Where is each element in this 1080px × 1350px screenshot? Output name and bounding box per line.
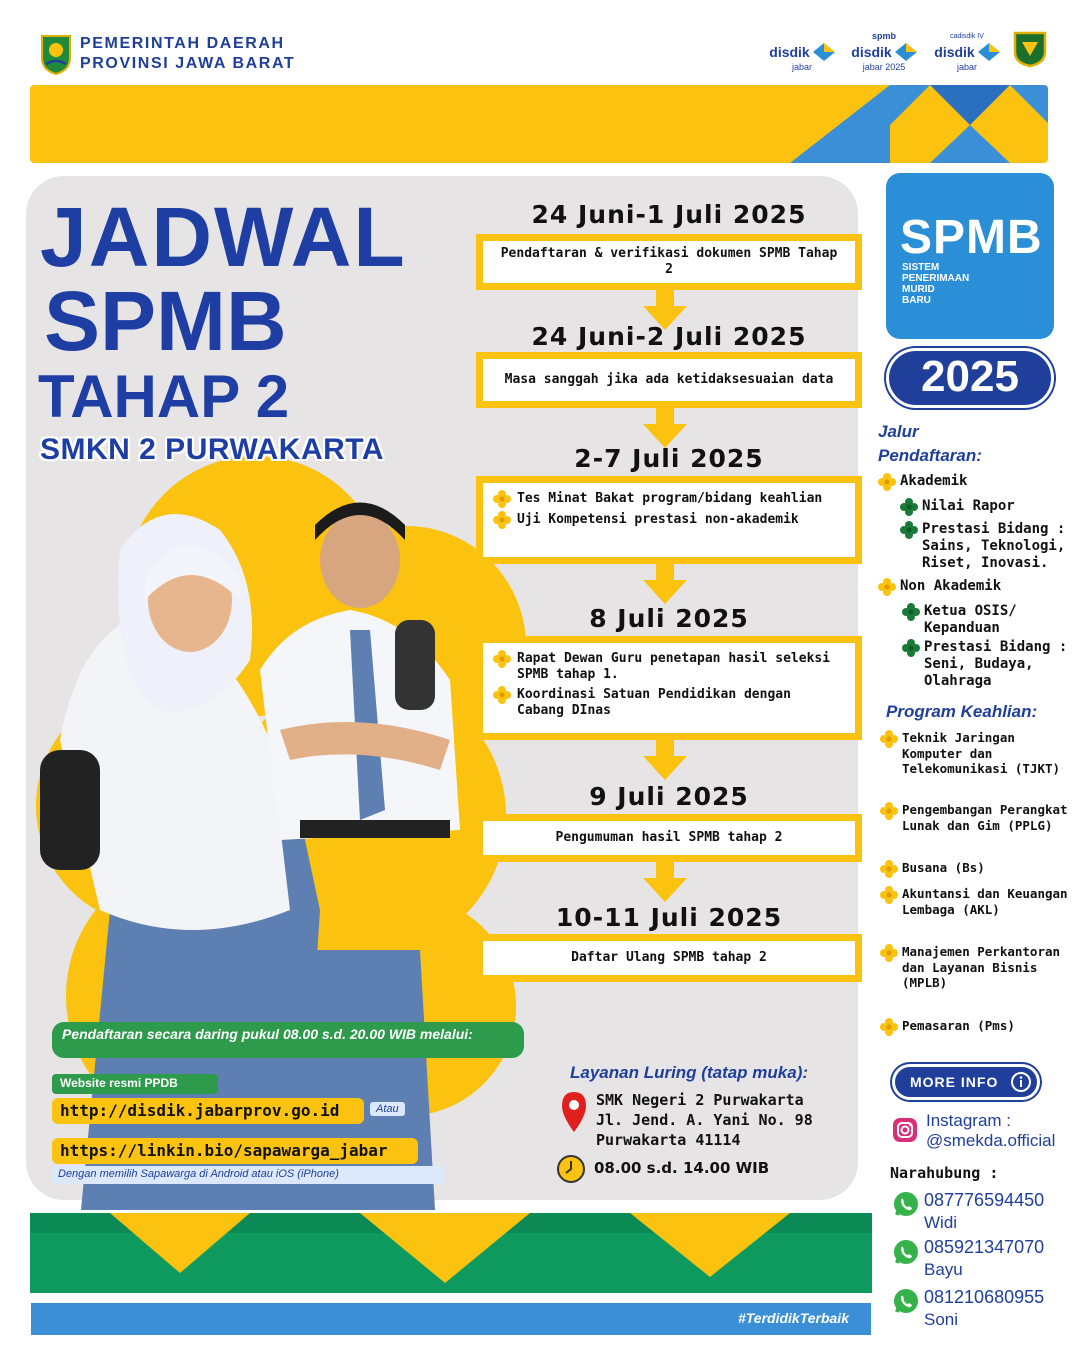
down-arrow-icon: [643, 862, 687, 902]
list-item: Akuntansi dan Keuangan Lembaga (AKL): [880, 886, 1076, 944]
title-line3: TAHAP 2: [38, 363, 290, 430]
timeline-box-1: Pendaftaran & verifikasi dokumen SPMB Tahap 2: [476, 234, 862, 290]
contact-name-1: Widi: [924, 1213, 958, 1232]
green-flower-bullet-icon: [902, 639, 920, 657]
flower-bullet-icon: [880, 886, 898, 904]
timeline-date-1: 24 Juni-1 Juli 2025: [531, 200, 807, 229]
online-registration-text: Pendaftaran secara daring pukul 08.00 s.d. 20.00 WIB melalui:: [62, 1026, 473, 1042]
atau-label: Atau: [370, 1102, 405, 1116]
jalur-akademik-item: Prestasi Bidang : Sains, Teknologi, Riset, Inovasi.: [900, 521, 1072, 572]
title-line2: SPMB: [44, 274, 287, 368]
instagram-label: Instagram :: [926, 1111, 1012, 1130]
narahubung-heading: Narahubung :: [890, 1164, 999, 1182]
jalur-heading-1: Jalur: [878, 422, 919, 441]
list-item: Teknik Jaringan Komputer dan Telekomunikasi (TJKT): [880, 730, 1076, 802]
triangle-pattern-icon: [30, 1213, 872, 1293]
timeline-date-3: 2-7 Juli 2025: [574, 444, 764, 473]
green-flower-bullet-icon: [900, 521, 918, 539]
flower-bullet-icon: [878, 578, 896, 596]
timeline-box-4: [476, 636, 862, 740]
program-heading: Program Keahlian:: [886, 702, 1038, 721]
title-line1: JADWAL: [40, 190, 407, 284]
list-item: Koordinasi Satuan Pendidikan dengan Cabang DInas: [493, 687, 845, 719]
whatsapp-icon[interactable]: [892, 1287, 920, 1315]
jalur-akademik: Akademik: [878, 473, 967, 491]
offline-service-heading: Layanan Luring (tatap muka):: [570, 1063, 809, 1082]
timeline-box-6: Daftar Ulang SPMB tahap 2: [476, 934, 862, 982]
location-pin-icon: [560, 1090, 588, 1134]
contact-phone-3[interactable]: 081210680955: [924, 1287, 1045, 1307]
top-decorative-band: [30, 85, 1048, 163]
timeline-date-5: 9 Juli 2025: [589, 782, 749, 811]
list-item: Manajemen Perkantoran dan Layanan Bisnis (MPLB): [880, 944, 1076, 1018]
address-line1: SMK Negeri 2 Purwakarta: [596, 1091, 804, 1109]
disdik-icon: [978, 43, 1000, 61]
sapawarga-note: Dengan memilih Sapawarga di Android atau iOS (iPhone): [58, 1168, 339, 1180]
down-arrow-icon: [643, 740, 687, 780]
timeline-box-5: Pengumuman hasil SPMB tahap 2: [476, 814, 862, 862]
list-item: Rapat Dewan Guru penetapan hasil seleksi SPMB tahap 1.: [493, 651, 845, 683]
contact-phone-1[interactable]: 087776594450: [924, 1190, 1045, 1210]
clock-icon: [556, 1154, 586, 1184]
flower-bullet-icon: [493, 650, 511, 668]
flower-bullet-icon: [880, 730, 898, 748]
bottom-decorative-band: [30, 1213, 872, 1293]
instagram-icon[interactable]: [892, 1117, 918, 1143]
whatsapp-icon[interactable]: [892, 1190, 920, 1218]
program-list: [880, 730, 1076, 1040]
jalur-akademik-item: Nilai Rapor: [900, 498, 1072, 516]
flower-bullet-icon: [880, 860, 898, 878]
green-flower-bullet-icon: [902, 603, 920, 621]
timeline-box-3: [476, 476, 862, 564]
contact-phone-2[interactable]: 085921347070: [924, 1237, 1045, 1257]
flower-bullet-icon: [880, 802, 898, 820]
list-item: Tes Minat Bakat program/bidang keahlian: [493, 491, 845, 508]
whatsapp-icon[interactable]: [892, 1238, 920, 1266]
school-emblem-icon: [1012, 30, 1048, 68]
flower-bullet-icon: [493, 490, 511, 508]
timeline-date-4: 8 Juli 2025: [589, 604, 749, 633]
spmb-word: SPMB: [900, 211, 1043, 264]
disdik-link[interactable]: http://disdik.jabarprov.go.id: [60, 1101, 340, 1120]
down-arrow-icon: [643, 408, 687, 448]
jalur-non-akademik: Non Akademik: [878, 578, 1001, 596]
spmb-disdik-jabar-logo: spmb disdik jabar 2025: [846, 30, 922, 74]
website-label: Website resmi PPDB: [60, 1076, 178, 1090]
disdik-icon: [813, 43, 835, 61]
list-item: Pemasaran (Pms): [880, 1018, 1076, 1040]
timeline-date-2: 24 Juni-2 Juli 2025: [531, 322, 807, 351]
flower-bullet-icon: [878, 473, 896, 491]
jalur-non-akademik-item: Ketua OSIS/ Kepanduan: [902, 603, 1052, 637]
more-info-label: MORE INFO: [910, 1074, 999, 1090]
disdik-jabar-logo: disdik jabar: [762, 30, 842, 74]
list-item: Uji Kompetensi prestasi non-akademik: [493, 512, 845, 529]
flower-bullet-icon: [493, 511, 511, 529]
timeline-box-2: Masa sanggah jika ada ketidaksesuaian data: [476, 352, 862, 408]
contact-name-3: Soni: [924, 1310, 959, 1329]
triangle-pattern-icon: [30, 85, 1048, 163]
year-label: 2025: [921, 352, 1019, 401]
contact-name-2: Bayu: [924, 1260, 963, 1279]
flower-bullet-icon: [493, 686, 511, 704]
green-flower-bullet-icon: [900, 498, 918, 516]
list-item: Busana (Bs): [880, 860, 1076, 886]
hashtag: #TerdidikTerbaik: [737, 1310, 849, 1326]
west-java-emblem-icon: [38, 32, 74, 76]
address-line2: Jl. Jend. A. Yani No. 98: [596, 1111, 813, 1129]
jalur-non-akademik-item: Prestasi Bidang : Seni, Budaya, Olahraga: [902, 639, 1074, 690]
hashtag-bar: [31, 1303, 871, 1335]
down-arrow-icon: [643, 564, 687, 604]
flower-bullet-icon: [880, 1018, 898, 1036]
service-hours: 08.00 s.d. 14.00 WIB: [594, 1159, 770, 1177]
flower-bullet-icon: [880, 944, 898, 962]
government-name: PEMERINTAH DAERAH PROVINSI JAWA BARAT: [80, 35, 296, 72]
instagram-handle[interactable]: @smekda.official: [926, 1131, 1056, 1150]
timeline-date-6: 10-11 Juli 2025: [555, 903, 783, 932]
jalur-heading-2: Pendaftaran:: [878, 446, 982, 465]
spmb-subtitle: SISTEM PENERIMAAN MURID BARU: [902, 262, 970, 306]
sapawarga-link[interactable]: https://linkin.bio/sapawarga_jabar: [60, 1141, 388, 1160]
info-icon: [1010, 1071, 1032, 1093]
disdik-icon: [895, 43, 917, 61]
list-item: Pengembangan Perangkat Lunak dan Gim (PPLG): [880, 802, 1076, 860]
school-name: SMKN 2 PURWAKARTA: [40, 433, 385, 466]
cadisdik-jabar-logo: cadisdik IV disdik jabar: [928, 30, 1006, 74]
address-line3: Purwakarta 41114: [596, 1131, 741, 1149]
